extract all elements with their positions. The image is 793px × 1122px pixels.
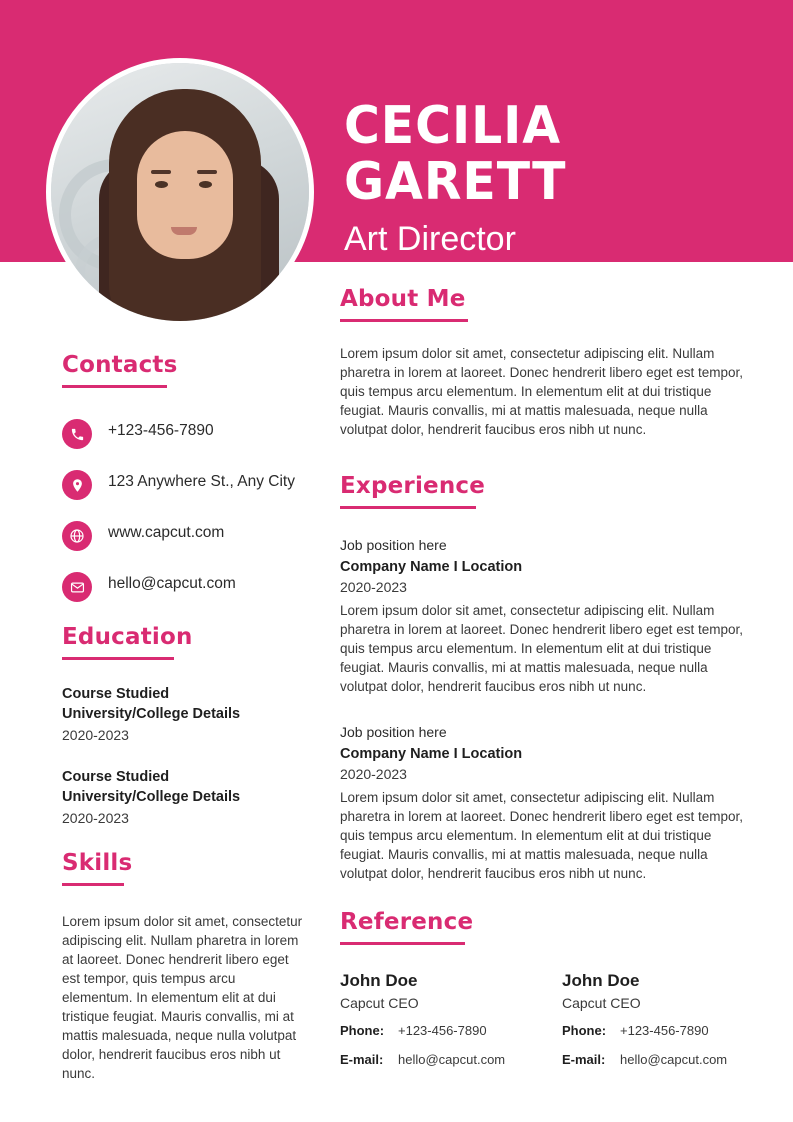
job-title: Art Director [344, 220, 516, 258]
phone-icon [62, 419, 92, 449]
about-heading: About Me [340, 286, 466, 312]
reference-email-value: hello@capcut.com [620, 1052, 728, 1067]
avatar-eye-right [199, 181, 212, 188]
reference-email-row [562, 1051, 748, 1069]
experience-heading: Experience [340, 473, 486, 499]
avatar [46, 58, 314, 326]
reference-name: John Doe [562, 971, 640, 990]
education-years: 2020-2023 [62, 810, 129, 826]
reference-email-label: E-mail: [562, 1052, 606, 1067]
page-title: CECILIA GARETT [344, 96, 567, 212]
avatar-mouth [171, 227, 197, 235]
education-course: Course Studied [62, 769, 170, 785]
name-block [344, 98, 774, 260]
skills-underline [62, 883, 124, 886]
contact-website-value: www.capcut.com [108, 524, 225, 541]
skills-body: Lorem ipsum dolor sit amet, consectetur adipiscing elit. Nullam pharetra in lorem at laoreet. Donec hendrerit libero eget est tempor, quis tempus arcu elementum. In elementum elit at dui tristique feugiat. Mauris convallis, mi at mattis malesuada, neque nulla volutpat dolor, hendrerit faucibus eros nibh ut nunc. [62, 914, 303, 1081]
about-underline [340, 319, 468, 322]
reference-email-row [340, 1051, 526, 1069]
reference-name: John Doe [340, 971, 418, 990]
section-about [340, 286, 748, 439]
experience-position: Job position here [340, 537, 447, 553]
sidebar-column [62, 352, 308, 1097]
section-skills [62, 850, 308, 1083]
education-item [62, 767, 308, 828]
reference-phone-value: +123-456-7890 [398, 1023, 487, 1038]
education-years: 2020-2023 [62, 727, 129, 743]
experience-description: Lorem ipsum dolor sit amet, consectetur adipiscing elit. Nullam pharetra in lorem at laoreet. Donec hendrerit libero eget est tempor, quis tempus arcu elementum. In elementum elit at dui tristique feugiat. Mauris convallis, mi at mattis malesuada, neque nulla volutpat dolor, hendrerit faucibus eros nibh ut nunc. [340, 790, 743, 881]
globe-icon [62, 521, 92, 551]
contacts-heading: Contacts [62, 352, 178, 378]
experience-years: 2020-2023 [340, 579, 407, 595]
envelope-icon [62, 572, 92, 602]
contact-item-email[interactable] [62, 571, 308, 602]
avatar-brow-right [197, 170, 217, 174]
contact-phone-value: +123-456-7890 [108, 422, 214, 439]
reference-phone-row [562, 1022, 748, 1040]
reference-phone-label: Phone: [562, 1023, 607, 1038]
section-education [62, 624, 308, 828]
section-experience [340, 473, 748, 883]
reference-heading: Reference [340, 909, 474, 935]
reference-phone-row [340, 1022, 526, 1040]
experience-company: Company Name I Location [340, 559, 523, 575]
education-underline [62, 657, 174, 660]
reference-email-value: hello@capcut.com [398, 1052, 506, 1067]
reference-item [562, 971, 748, 1069]
reference-list [340, 971, 748, 1069]
about-body: Lorem ipsum dolor sit amet, consectetur adipiscing elit. Nullam pharetra in lorem at laoreet. Donec hendrerit libero eget est tempor, quis tempus arcu elementum. In elementum elit at dui tristique feugiat. Mauris convallis, mi at mattis malesuada, neque nulla volutpat dolor, hendrerit faucibus eros nibh ut nunc. [340, 346, 743, 437]
contact-item-website[interactable] [62, 520, 308, 551]
education-school: University/College Details [62, 789, 241, 805]
main-column [340, 286, 748, 1069]
avatar-face [137, 131, 233, 259]
education-list [62, 684, 308, 828]
experience-description: Lorem ipsum dolor sit amet, consectetur adipiscing elit. Nullam pharetra in lorem at laoreet. Donec hendrerit libero eget est tempor, quis tempus arcu elementum. In elementum elit at dui tristique feugiat. Mauris convallis, mi at mattis malesuada, neque nulla volutpat dolor, hendrerit faucibus eros nibh ut nunc. [340, 603, 743, 694]
section-contacts [62, 352, 308, 602]
contact-email-value: hello@capcut.com [108, 575, 236, 592]
experience-years: 2020-2023 [340, 766, 407, 782]
experience-position: Job position here [340, 724, 447, 740]
skills-heading: Skills [62, 850, 133, 876]
education-item [62, 684, 308, 745]
reference-item [340, 971, 526, 1069]
experience-company: Company Name I Location [340, 746, 523, 762]
contact-item-address[interactable] [62, 469, 308, 500]
avatar-eye-left [155, 181, 168, 188]
reference-role: Capcut CEO [340, 995, 419, 1011]
contacts-list [62, 418, 308, 602]
contacts-underline [62, 385, 167, 388]
location-pin-icon [62, 470, 92, 500]
experience-underline [340, 506, 476, 509]
reference-phone-value: +123-456-7890 [620, 1023, 709, 1038]
contact-item-phone[interactable] [62, 418, 308, 449]
avatar-brow-left [151, 170, 171, 174]
section-reference [340, 909, 748, 1069]
experience-list [340, 535, 748, 883]
experience-item [340, 535, 748, 696]
reference-role: Capcut CEO [562, 995, 641, 1011]
reference-underline [340, 942, 465, 945]
contact-address-value: 123 Anywhere St., Any City [108, 473, 295, 490]
experience-item [340, 722, 748, 883]
education-heading: Education [62, 624, 193, 650]
reference-phone-label: Phone: [340, 1023, 385, 1038]
reference-email-label: E-mail: [340, 1052, 384, 1067]
education-school: University/College Details [62, 706, 241, 722]
education-course: Course Studied [62, 686, 170, 702]
